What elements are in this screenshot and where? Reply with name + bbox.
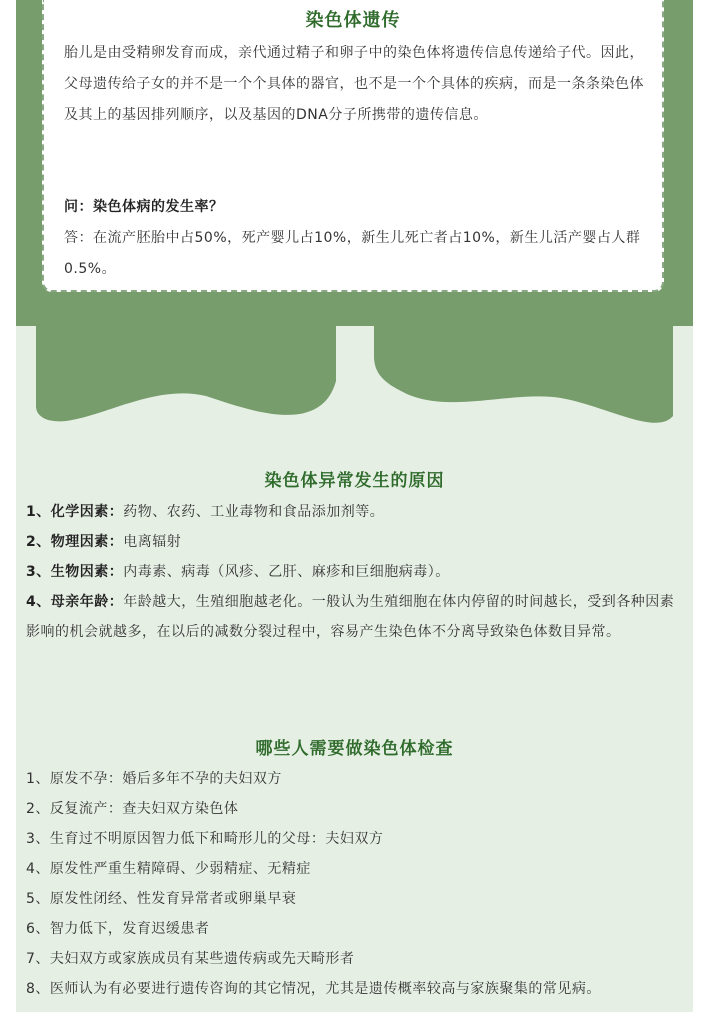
list-item: 5、原发性闭经、性发育异常者或卵巢早衰 <box>26 891 297 907</box>
decorative-waves <box>16 326 693 436</box>
list-item: 4、原发性严重生精障碍、少弱精症、无精症 <box>26 861 311 877</box>
right-wave-shape <box>374 326 673 423</box>
groups-list <box>26 764 686 1004</box>
cause-text: 电离辐射 <box>123 534 182 550</box>
card-body-text: 胎儿是由受精卵发育而成，亲代通过精子和卵子中的染色体将遗传信息传递给子代。因此，父母遗传给子女的并不是一个个具体的器官，也不是一个个具体的疾病，而是一条条染色体及其上的基因排列顺序，以及基因的DNA分子所携带的遗传信息。 <box>64 45 644 123</box>
list-item: 1、原发不孕：婚后多年不孕的夫妇双方 <box>26 771 282 787</box>
cause-key: 2、物理因素： <box>26 534 124 550</box>
cause-key: 4、母亲年龄： <box>26 594 124 610</box>
cause-key: 3、生物因素： <box>26 564 124 580</box>
causes-title: 染色体异常发生的原因 <box>264 471 445 491</box>
left-wave-shape <box>36 326 336 421</box>
cause-item <box>26 527 686 557</box>
cause-item <box>26 557 686 587</box>
card-question: 问：染色体病的发生率？ <box>64 199 224 215</box>
list-item: 3、生育过不明原因智力低下和畸形儿的父母：夫妇双方 <box>26 831 384 847</box>
list-item: 2、反复流产：查夫妇双方染色体 <box>26 801 239 817</box>
cause-text: 药物、农药、工业毒物和食品添加剂等。 <box>123 504 385 520</box>
lower-section <box>16 326 693 1012</box>
genetics-card <box>42 0 664 292</box>
card-answer: 答：在流产胚胎中占50%，死产婴儿占10%，新生儿死亡者占10%，新生儿活产婴占人群0.5%。 <box>64 230 641 277</box>
cause-text: 年龄越大，生殖细胞越老化。一般认为生殖细胞在体内停留的时间越长，受到各种因素影响的机会就越多，在以后的减数分裂过程中，容易产生染色体不分离导致染色体数目异常。 <box>26 594 675 640</box>
card-title: 染色体遗传 <box>305 10 401 31</box>
list-item: 7、夫妇双方或家族成员有某些遗传病或先天畸形者 <box>26 951 355 967</box>
cause-text: 内毒素、病毒（风疹、乙肝、麻疹和巨细胞病毒）。 <box>123 564 450 580</box>
list-item: 8、医师认为有必要进行遗传咨询的其它情况，尤其是遗传概率较高与家族聚集的常见病。 <box>26 981 601 997</box>
list-item: 6、智力低下，发育迟缓患者 <box>26 921 210 937</box>
cause-key: 1、化学因素： <box>26 504 124 520</box>
groups-title: 哪些人需要做染色体检查 <box>255 739 454 759</box>
cause-item <box>26 587 686 647</box>
card-qa <box>64 192 650 285</box>
causes-list <box>26 497 686 647</box>
cause-item <box>26 497 686 527</box>
